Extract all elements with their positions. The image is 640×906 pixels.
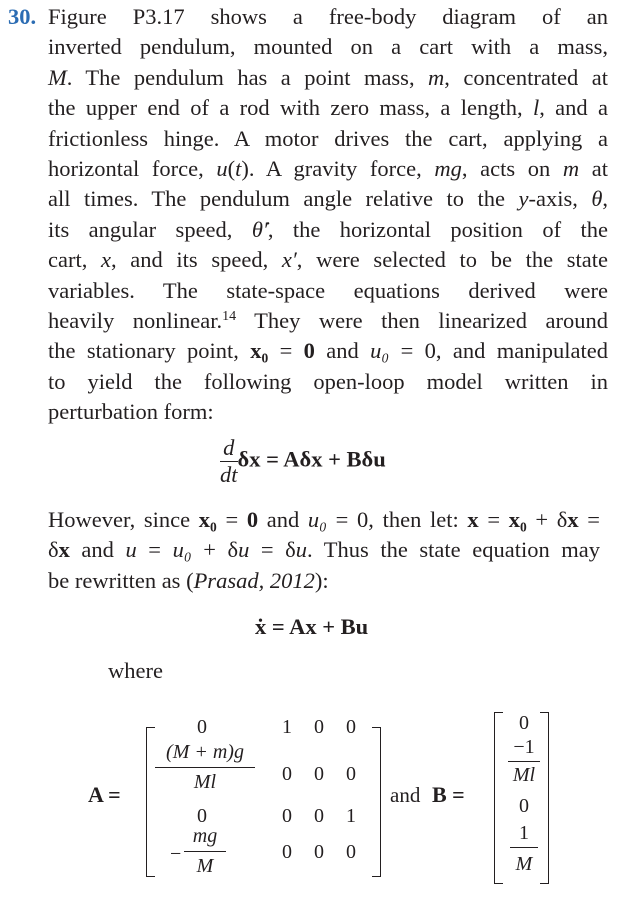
a24: 0 (346, 763, 356, 785)
matrix-b-label: B = (432, 782, 465, 807)
para2-line-3: be rewritten as (Prasad, 2012): (48, 567, 329, 593)
a33: 0 (314, 805, 324, 827)
a41-fraction-bar (184, 851, 226, 852)
b4-fraction-bar (510, 847, 538, 848)
a13: 0 (314, 716, 324, 738)
problem-line-12: the stationary point, x₀ = 0 and u₀ = 0, and manipulated (48, 338, 608, 364)
a14: 0 (346, 716, 356, 738)
problem-line-5: frictionless hinge. A motor drives the cart, applying a (48, 125, 608, 151)
a44: 0 (346, 841, 356, 863)
problem-number: 30. (8, 4, 37, 29)
b2-fraction-bar (508, 761, 540, 762)
where-label: where (108, 658, 163, 683)
a21-fraction-bar (155, 767, 255, 768)
a12: 1 (282, 716, 292, 738)
problem-line-9: cart, x, and its speed, x′, were selected to be the state (48, 247, 608, 273)
para2-line-2: δx and u = u₀ + δu = δu. Thus the state equation may (48, 537, 600, 563)
matrix-a-label: A = (88, 782, 121, 807)
a31: 0 (197, 805, 207, 827)
a22: 0 (282, 763, 292, 785)
derivative-fraction: $\frac{d}{dt}$ (220, 435, 238, 487)
b4-denominator: M (515, 853, 533, 875)
problem-line-14: perturbation form: (48, 399, 214, 425)
matrix-a-right-bracket (372, 727, 381, 877)
a21-numerator: (M + m)g (166, 741, 244, 763)
a41-denominator: M (196, 855, 214, 877)
problem-line-4: the upper end of a rod with zero mass, a length, l, and a (48, 95, 608, 121)
problem-line-3: M. The pendulum has a point mass, m, concentrated at (48, 64, 608, 90)
para2-line-1: However, since x₀ = 0 and u₀ = 0, then let: x = x₀ + δx = (48, 507, 600, 532)
b3: 0 (519, 795, 529, 817)
b4-numerator: 1 (519, 822, 529, 844)
a23: 0 (314, 763, 324, 785)
problem-line-6: horizontal force, u(t). A gravity force, mg, acts on m at (48, 155, 608, 181)
state-equation: ẋ = Ax + Bu (255, 614, 369, 639)
a41-sign: − (170, 843, 182, 865)
a41-numerator: mg (192, 825, 218, 847)
problem-line-11: heavily nonlinear.$^{14}$ They were then linearized around (48, 307, 609, 333)
problem-line-13: to yield the following open-loop model written in (48, 368, 608, 394)
perturbation-equation: $\frac{d}{dt}$ δx = Aδx + Bδu (220, 435, 386, 487)
footnote-ref: 14 (222, 308, 237, 324)
a42: 0 (282, 841, 292, 863)
and-label: and (390, 783, 421, 807)
b1: 0 (519, 712, 529, 734)
a11: 0 (197, 716, 207, 738)
matrix-a-left-bracket (146, 727, 155, 877)
problem-line-10: variables. The state-space equations derived were (48, 277, 608, 303)
matrix-b-left-bracket (494, 712, 503, 884)
a43: 0 (314, 841, 324, 863)
b2-denominator: Ml (512, 764, 536, 786)
a32: 0 (282, 805, 292, 827)
a34: 1 (346, 805, 356, 827)
problem-line-2: inverted pendulum, mounted on a cart with a mass, (48, 34, 608, 60)
problem-line-8: its angular speed, θ̇′, the horizontal position of the (48, 216, 608, 242)
problem-line-7: all times. The pendulum angle relative to the y-axis, θ, (48, 186, 609, 212)
problem-line-1: 30. Figure P3.17 shows a free-body diagram of an (8, 2, 608, 32)
b2-numerator: −1 (513, 736, 535, 758)
a21-denominator: Ml (193, 771, 217, 793)
